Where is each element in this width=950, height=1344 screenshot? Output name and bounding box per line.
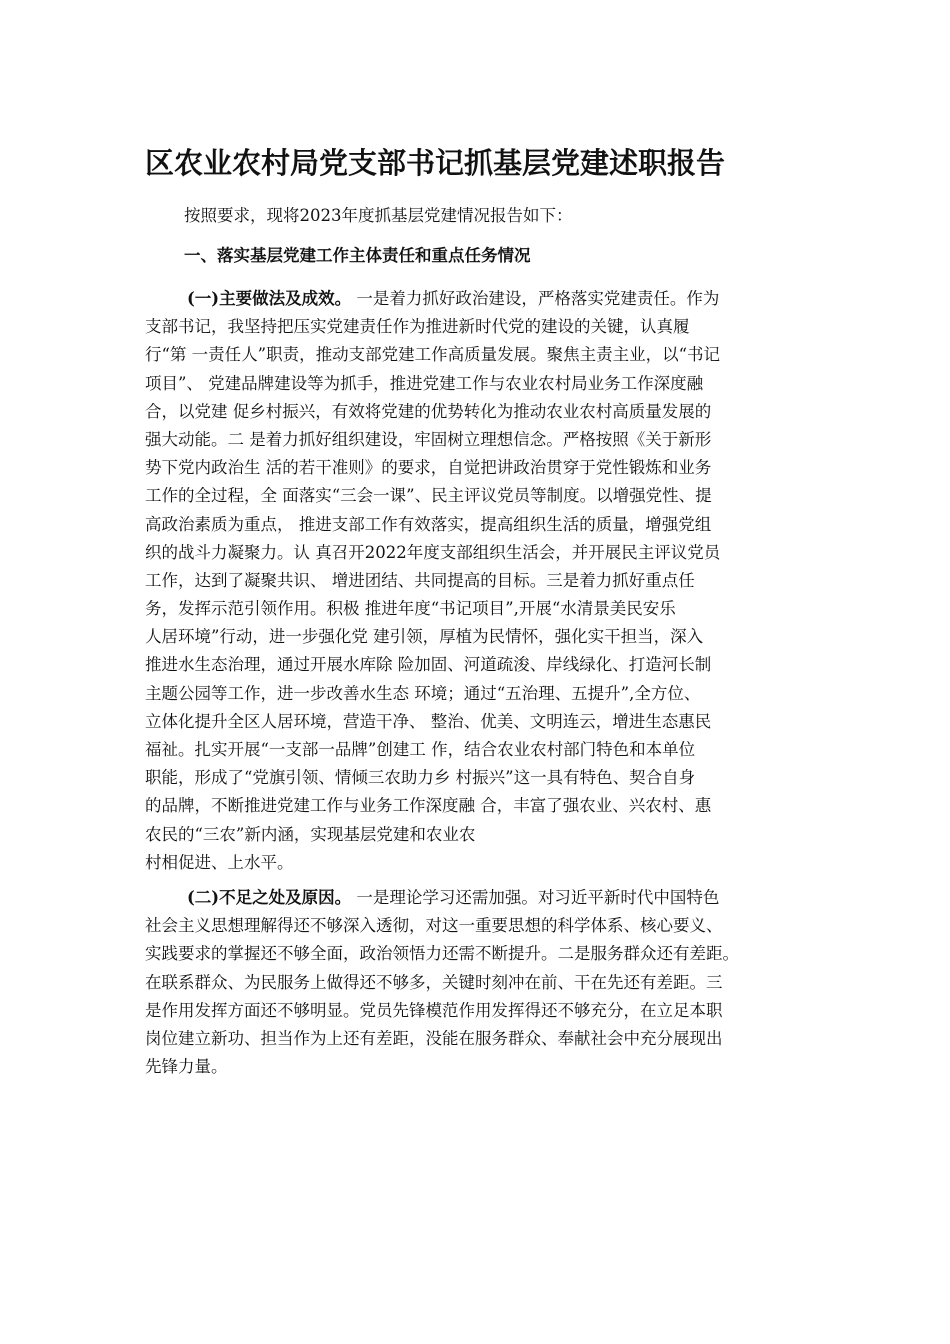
paragraph-line: 农民的“三农”新内涵，实现基层党建和农业农: [145, 824, 476, 844]
paragraph-line: 势下党内政治生 活的若干准则》的要求，自觉把讲政治贯穿于党性锻炼和业务: [145, 458, 712, 478]
paragraph-shortcomings: [145, 884, 810, 1081]
paragraph-main-practices: [145, 285, 810, 877]
subsection-heading: (二)不足之处及原因。: [187, 888, 352, 907]
paragraph-line: 务，发挥示范引领作用。积极 推进年度“书记项目”,开展“水清景美民安乐: [145, 599, 676, 619]
paragraph-line: 人居环境”行动，进一步强化党 建引领，厚植为民情怀，强化实干担当，深入: [145, 627, 704, 647]
paragraph-line: 项目”、 党建品牌建设等为抓手，推进党建工作与农业农村局业务工作深度融: [145, 373, 704, 393]
paragraph-line: 是作用发挥方面还不够明显。党员先锋模范作用发挥得还不够充分，在立足本职: [145, 1000, 723, 1020]
paragraph-line: 社会主义思想理解得还不够深入透彻，对这一重要思想的科学体系、核心要义、: [145, 916, 723, 936]
paragraph-line: 工作的全过程，全 面落实“三会一课”、民主评议党员等制度。以增强党性、提: [145, 486, 712, 506]
paragraph-line: 的品牌，不断推进党建工作与业务工作深度融 合，丰富了强农业、兴农村、惠: [145, 796, 712, 816]
paragraph-line: 主题公园等工作，进一步改善水生态 环境；通过“五治理、五提升”,全方位、: [145, 683, 701, 703]
paragraph-line: 实践要求的掌握还不够全面，政治领悟力还需不断提升。二是服务群众还有差距。: [145, 944, 739, 964]
paragraph-line: 织的战斗力凝聚力。认 真召开2022年度支部组织生活会，并开展民主评议党员: [145, 542, 721, 562]
paragraph-line: 立体化提升全区人居环境，营造干净、 整治、优美、文明连云，增进生态惠民: [145, 711, 712, 731]
paragraph-line: 先锋力量。: [145, 1057, 228, 1077]
paragraph-line: 合，以党建 促乡村振兴，有效将党建的优势转化为推动农业农村高质量发展的: [145, 401, 712, 421]
paragraph-line: (二)不足之处及原因。 一是理论学习还需加强。对习近平新时代中国特色: [187, 888, 720, 907]
paragraph-line: 岗位建立新功、担当作为上还有差距，没能在服务群众、奉献社会中充分展现出: [145, 1028, 723, 1048]
intro-text: 按照要求，现将2023年度抓基层党建情况报告如下：: [184, 206, 573, 225]
paragraph-line: 强大动能。二 是着力抓好组织建设，牢固树立理想信念。严格按照《关于新形: [145, 429, 712, 449]
paragraph-line: 福祉。扎实开展“一支部一品牌”创建工 作，结合农业农村部门特色和本单位: [145, 740, 696, 759]
document-title: 区农业农村局党支部书记抓基层党建述职报告: [145, 146, 726, 180]
paragraph-line: (一)主要做法及成效。 一是着力抓好政治建设，严格落实党建责任。作为: [187, 289, 720, 308]
paragraph-line: 支部书记，我坚持把压实党建责任作为推进新时代党的建设的关键，认真履: [145, 317, 690, 337]
paragraph-line: 高政治素质为重点， 推进支部工作有效落实，提高组织生活的质量，增强党组: [145, 514, 712, 534]
paragraph-line: 行“第 一责任人”职责，推动支部党建工作高质量发展。聚焦主责主业，以“书记: [145, 345, 721, 365]
section-heading: 一、落实基层党建工作主体责任和重点任务情况: [184, 246, 531, 265]
paragraph-line: 职能，形成了“党旗引领、情倾三农助力乡 村振兴”这一具有特色、契合自身: [145, 768, 696, 788]
paragraph-line: 推进水生态治理，通过开展水库除 险加固、河道疏浚、岸线绿化、打造河长制: [145, 655, 712, 675]
paragraph-line: 在联系群众、为民服务上做得还不够多，关键时刻冲在前、干在先还有差距。三: [145, 972, 723, 992]
paragraph-line: 村相促进、上水平。: [145, 852, 294, 872]
paragraph-line: 工作，达到了凝聚共识、 增进团结、共同提高的目标。三是着力抓好重点任: [145, 570, 695, 590]
subsection-heading: (一)主要做法及成效。: [187, 289, 352, 308]
